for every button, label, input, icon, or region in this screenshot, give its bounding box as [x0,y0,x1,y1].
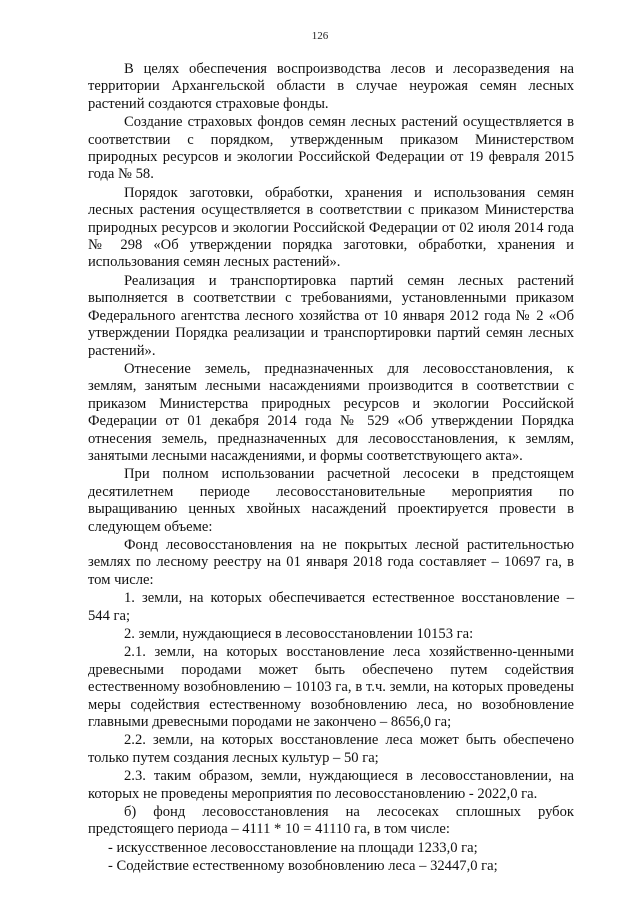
dash-item-artificial: - искусственное лесовосстановление на площади 1233,0 га; [108,839,478,856]
document-body [88,61,574,876]
list-item-1: 1. земли, на которых обеспечивается естественное восстановление – 544 га; [88,590,574,624]
list-item-2: 2. земли, нуждающиеся в лесовосстановлении 10153 га: [124,626,474,642]
paragraph-insurance-funds: В целях обеспечения воспроизводства лесов и лесоразведения на территории Архангельской области в случае неурожая семян лесных растений создаются страховые фонды. [88,61,574,112]
dash-item-natural: - Содействие естественному возобновлению леса – 32447,0 га; [108,858,498,875]
page-number: 126 [311,30,329,42]
paragraph-seed-transport: Реализация и транспортировка партий семян лесных растений выполняется в соответствии с требованиями, установленными приказом Федерального агентства лесного хозяйства от 10 января 2012 года № 2 «Об утверждении Порядка реализации и транспортировки партий семян лесных растений». [88,272,574,359]
list-item-2-3: 2.3. таким образом, земли, нуждающиеся в лесовосстановлении, на которых не проведены мероприятия по лесовосстановлению - 2022,0 га. [88,768,574,802]
paragraph-seed-procedure: Порядок заготовки, обработки, хранения и использования семян лесных растения осуществляется в соответствии с приказом Министерства природных ресурсов и экологии Российской Федерации от 02 июля 2014 года № 298 «Об утверждении порядка заготовки, обработки, хранения и использования семян лесных растений». [88,184,574,271]
paragraph-reforestation-plan: При полном использовании расчетной лесосеки в предстоящем десятилетнем периоде лесовосстановительные мероприятия по выращиванию ценных хвойных насаждений проектируется провести в следующем объеме: [88,466,574,535]
list-item-2-1: 2.1. земли, на которых восстановление леса хозяйственно-ценными древесными породами может быть обеспечено путем содействия естественному возобновлению – 10103 га, в т.ч. земли, на которых проведены меры содействия естественному возобновлению леса, но возобновление главными древесными породами не закончено – 8656,0 га; [88,644,574,731]
paragraph-reforestation-fund: Фонд лесовосстановления на не покрытых лесной растительностью землях по лесному реестру на 01 января 2018 года составляет – 10697 га, в том числе: [88,536,574,588]
paragraph-land-classification: Отнесение земель, предназначенных для лесовосстановления, к землям, занятым лесными насаждениями производится в соответствии с приказом Министерства природных ресурсов и экологии Российской Федерации от 01 декабря 2014 года № 529 «Об утверждении Порядка отнесения земель, предназначенных для лесовосстановления, к землям, занятыми лесными насаждениями, и формы соответствующего акта». [88,360,574,464]
list-item-2-2: 2.2. земли, на которых восстановление леса может быть обеспечено только путем создания лесных культур – 50 га; [88,732,574,766]
paragraph-insurance-order: Создание страховых фондов семян лесных растений осуществляется в соответствии с порядком, утвержденным приказом Министерством природных ресурсов и экологии Российской Федерации от 19 февраля 2015 года № 58. [88,114,574,183]
paragraph-clearcut-fund: б) фонд лесовосстановления на лесосеках сплошных рубок предстоящего периода – 4111 * 10 = 41110 га, в том числе: [88,804,574,838]
